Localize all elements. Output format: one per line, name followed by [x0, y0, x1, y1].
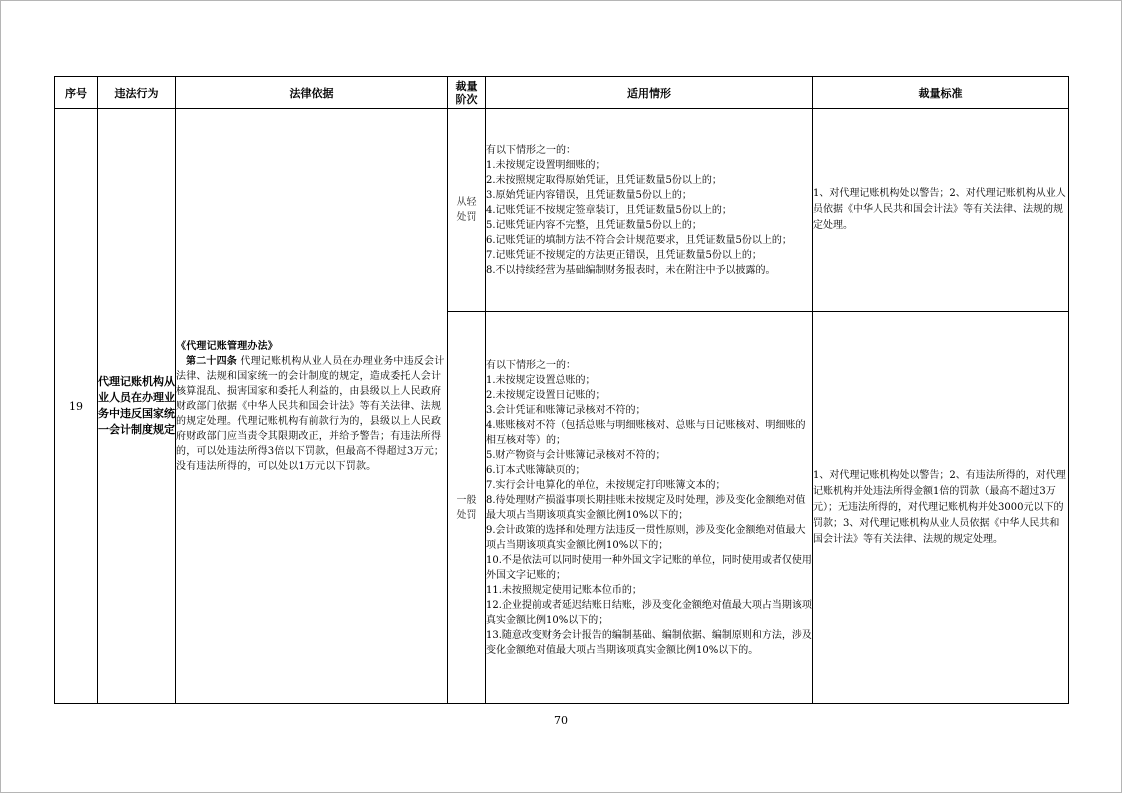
list-item: 5.财产物资与会计账簿记录核对不符的；: [486, 449, 666, 461]
level-general: [448, 312, 486, 704]
list-item: 6.记账凭证的填制方法不符合会计规范要求，且凭证数量5份以上的；: [486, 234, 792, 246]
list-item: 6.订本式账簿缺页的；: [486, 464, 586, 476]
list-item: 2.未按规定设置日记账的；: [486, 389, 606, 401]
table-row: [55, 109, 1069, 312]
list-item: 9.会计政策的选择和处理方法违反一贯性原则，涉及变化金额绝对值最大项占当期该项真实金额比例10%以下的；: [486, 524, 806, 551]
discretion-table: [54, 76, 1069, 704]
level-lenient: [448, 109, 486, 312]
list-item: 3.会计凭证和账簿记录核对不符的；: [486, 404, 646, 416]
list-item: 10.不是依法可以同时使用一种外国文字记账的单位，同时使用或者仅使用外国文字记账的；: [486, 554, 812, 581]
standard-lenient: 1、对代理记账机构处以警告；2、对代理记账机构从业人员依据《中华人民共和国会计法》等有关法律、法规的规定处理。: [813, 109, 1069, 312]
cases-lenient: [486, 109, 813, 312]
page-number: 70: [554, 714, 568, 727]
row-seq: 19: [55, 109, 98, 704]
law-title: 《代理记账管理办法》: [176, 340, 278, 352]
list-item: 3.原始凭证内容错误，且凭证数量5份以上的；: [486, 189, 692, 201]
list-item: 4.账账核对不符（包括总账与明细账核对、总账与日记账核对、明细账的相互核对等）的；: [486, 419, 806, 446]
level-general-label: 一般 处罚: [456, 494, 477, 521]
list-item: 4.记账凭证不按规定签章装订，且凭证数量5份以上的；: [486, 204, 732, 216]
article-text: 代理记账机构从业人员在办理业务中违反会计法律、法规和国家统一的会计制度的规定，造成委托人会计核算混乱、损害国家和委托人利益的，由县级以上人民政府财政部门依据《中华人民共和国会计法》等有关法律、法规的规定处理。代理记账机构有前款行为的，县级以上人民政府财政部门应当责令其限期改正，并给予警告；有违法所得的，可以处违法所得3倍以下罚款，但最高不得超过3万元；没有违法所得的，可以处以1万元以下罚款。: [176, 355, 445, 472]
list-item: 有以下情形之一的：: [486, 144, 576, 156]
list-item: 5.记账凭证内容不完整，且凭证数量5份以上的；: [486, 219, 702, 231]
header-applicable-cases: 适用情形: [486, 77, 813, 109]
header-standard: 裁量标准: [813, 77, 1069, 109]
list-item: 7.实行会计电算化的单位，未按规定打印账簿文本的；: [486, 479, 726, 491]
list-item: 有以下情形之一的：: [486, 359, 576, 371]
list-item: 11.未按照规定使用记账本位币的；: [486, 584, 642, 596]
header-legal-basis: 法律依据: [176, 77, 448, 109]
standard-general: 1、对代理记账机构处以警告；2、有违法所得的，对代理记账机构并处违法所得金额1倍的罚款（最高不超过3万元）；无违法所得的，对代理记账机构并处3000元以下的罚款；3、对代理记账机构从业人员依据《中华人民共和国会计法》等有关法律、法规的规定处理。: [813, 312, 1069, 704]
cases-general: [486, 312, 813, 704]
header-violation: 违法行为: [98, 77, 176, 109]
list-item: 13.随意改变财务会计报告的编制基础、编制依据、编制原则和方法，涉及变化金额绝对值最大项占当期该项真实金额比例10%以下的。: [486, 629, 812, 656]
list-item: 1.未按规定设置总账的；: [486, 374, 596, 386]
list-item: 12.企业提前或者延迟结账日结账，涉及变化金额绝对值最大项占当期该项真实金额比例10%以下的；: [486, 599, 812, 626]
header-seq: 序号: [55, 77, 98, 109]
table-header-row: [55, 77, 1069, 109]
list-item: 7.记账凭证不按规定的方法更正错误，且凭证数量5份以上的；: [486, 249, 762, 261]
article-number: 第二十四条: [186, 355, 237, 367]
list-item: 1.未按规定设置明细账的；: [486, 159, 606, 171]
level-lenient-label: 从轻 处罚: [456, 197, 477, 223]
header-level: 裁量 阶次: [448, 77, 486, 109]
row-violation: 代理记账机构从业人员在办理业务中违反国家统一会计制度规定: [98, 109, 176, 704]
list-item: 2.未按照规定取得原始凭证，且凭证数量5份以上的；: [486, 174, 722, 186]
row-legal-basis: [176, 109, 448, 704]
list-item: 8.待处理财产损溢事项长期挂账未按规定及时处理，涉及变化金额绝对值最大项占当期该项真实金额比例10%以下的；: [486, 494, 806, 521]
list-item: 8.不以持续经营为基础编制财务报表时，未在附注中予以披露的。: [486, 264, 776, 276]
